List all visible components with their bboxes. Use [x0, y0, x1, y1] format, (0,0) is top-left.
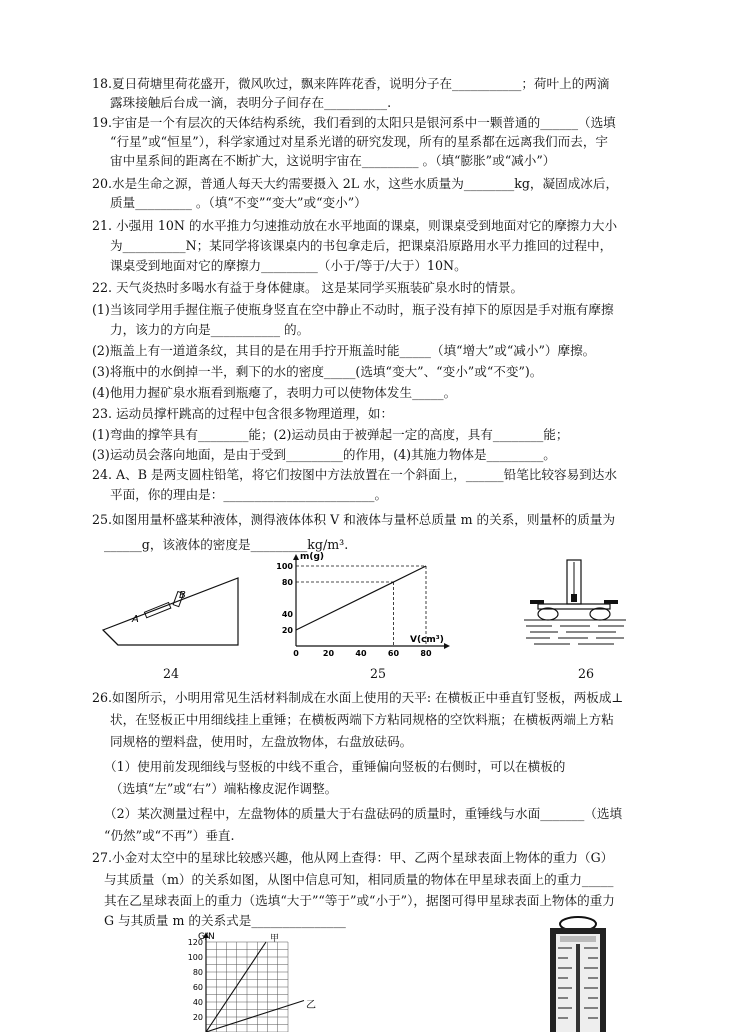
chart25-xtick-label: 60 — [387, 649, 400, 658]
q24-line-2: 平面，你的理由是：________________________。 — [110, 487, 388, 502]
chart27-series-yi — [206, 1001, 304, 1032]
q21-line-1: 21. 小强用 10N 的水平推力匀速推动放在水平地面的课桌，则课桌受到地面对它的摩擦力大小 — [92, 218, 618, 233]
chart25-ytick-label: 100 — [276, 562, 293, 571]
chart27-ytick-label: 120 — [187, 938, 203, 947]
q27-line-2: 与其质量（m）的关系如图，从图中信息可知，相同质量的物体在甲星球表面上的重力_____ — [104, 872, 614, 887]
q19-line-3: 宙中星系间的距离在不断扩大，这说明宇宙在_________ 。（填“膨胀”或“减小”） — [110, 153, 556, 168]
q20-line-2: 质量_________ 。（填“不变”“变大”或“变小”） — [110, 195, 367, 210]
chart25-ylabel: m(g) — [300, 552, 325, 562]
chart25-series-line — [296, 566, 426, 630]
caption-25: 25 — [370, 666, 387, 681]
q19-line-1: 19.宇宙是一个有层次的天体结构系统，我们看到的太阳只是银河系中一颗普通的______（选填 — [92, 115, 616, 130]
label-jia: 甲 — [270, 934, 280, 944]
q27-line-4: G 与其质量 m 的关系式是_______________ — [104, 913, 346, 928]
chart27-ytick-label: 80 — [192, 968, 203, 977]
chart25-xtick-label: 20 — [322, 649, 335, 658]
q22-line-3: 力，该力的方向是___________ 的。 — [110, 322, 310, 337]
q19-line-2: “行星”或“恒星”），科学家通过对星系光谱的研究发现，所有的星系都在远离我们而去，宇 — [110, 134, 609, 149]
figure-24-incline — [98, 560, 248, 660]
chart25-xtick-label: 0 — [293, 649, 299, 658]
chart27-ylabel: G/N — [198, 932, 215, 942]
q22-line-5: (3)将瓶中的水倒掉一半，剩下的水的密度_____(选填“变大”、“变小”或“不变”)。 — [92, 364, 543, 379]
q27-line-1: 27.小金对太空中的星球比较感兴趣，他从网上查得：甲、乙两个星球表面上物体的重力（G） — [92, 850, 614, 865]
chart25-ytick-label: 20 — [281, 626, 293, 635]
caption-26: 26 — [578, 666, 595, 681]
q25-line-1: 25.如图用量杯盛某种液体，测得液体体积 V 和液体与量杯总质量 m 的关系，则量杯的质量为 — [92, 512, 616, 527]
q24-line-1: 24. A、B 是两支圆柱铅笔，将它们按图中方法放置在一个斜面上，______铅笔比较容易到达水 — [92, 467, 617, 482]
q21-line-3: 课桌受到地面对它的摩擦力_________（小于/等于/大于）10N。 — [110, 258, 467, 273]
chart25-ytick-label: 80 — [281, 578, 293, 587]
q27-line-3: 其在乙星球表面上的重力（选填“大于”“等于”或“小于”），据图可得甲星球表面上物体的重力 — [104, 893, 615, 908]
figure-25-chart — [270, 548, 455, 660]
label-a: A — [132, 614, 139, 625]
figure-27-chart — [180, 928, 330, 1032]
q22-line-6: (4)他用力握矿泉水瓶看到瓶瘪了，表明力可以使物体发生_____。 — [92, 385, 457, 400]
caption-24: 24 — [163, 666, 180, 681]
chart27-ytick-label: 20 — [192, 1013, 203, 1022]
q18-line-1: 18.夏日荷塘里荷花盛开，微风吹过，飘来阵阵花香，说明分子在___________；荷叶上的两滴 — [92, 76, 610, 91]
q22-line-2: (1)当该同学用手握住瓶子使瓶身竖直在空中静止不动时，瓶子没有掉下的原因是手对瓶有摩擦 — [92, 302, 614, 317]
q26-line-6: （2）某次测量过程中，左盘物体的质量大于右盘砝码的质量时，重锤线与水面_______（选填 — [104, 806, 623, 821]
q23-line-2: (1)弯曲的撑竿具有________能；(2)运动员由于被弹起一定的高度，具有________能； — [92, 427, 569, 442]
chart25-x-arrow — [444, 643, 450, 649]
q20-line-1: 20.水是生命之源，普通人每天大约需要摄入 2L 水，这些水质量为________kg，凝固成冰后， — [92, 176, 619, 191]
q26-line-4: （1）使用前发现细线与竖板的中线不重合，重锤偏向竖板的右侧时，可以在横板的 — [104, 759, 566, 774]
q25-line-2: ______g，该液体的密度是_________kg/m³. — [104, 537, 349, 552]
figure-26-water-balance — [520, 558, 630, 660]
q26-line-7: “仍然”或“不再”）垂直. — [104, 828, 235, 843]
chart27-ytick-label: 100 — [187, 953, 203, 962]
q26-line-5: （选填“左”或“右”）端粘橡皮泥作调整。 — [110, 781, 338, 796]
chart25-xtick-label: 80 — [420, 649, 432, 658]
chart25-y-arrow — [293, 554, 299, 560]
chart25-ytick-label: 40 — [281, 610, 293, 619]
q21-line-2: 为__________N；某同学将该课桌内的书包拿走后，把课桌沿原路用水平力推回的过程中， — [110, 238, 613, 253]
q26-line-2: 状，在竖板正中用细线挂上重锤；在横板两端下方粘同规格的空饮料瓶；在横板两端上方粘 — [110, 712, 614, 727]
chart27-ytick-label: 60 — [192, 983, 203, 992]
label-yi: 乙 — [306, 1000, 316, 1011]
q26-line-1: 26.如图所示，小明用常见生活材料制成在水面上使用的天平: 在横板正中垂直钉竖板，两板成⊥ — [92, 690, 624, 705]
q26-line-3: 同规格的塑料盘，使用时，左盘放物体，右盘放砝码。 — [110, 734, 413, 749]
q23-line-3: (3)运动员会落向地面，是由于受到_________的作用，(4)其施力物体是_________。 — [92, 447, 556, 462]
chart25-xlabel: V(cm³) — [410, 635, 444, 645]
chart25-xtick-label: 40 — [355, 649, 367, 658]
q22-line-1: 22. 天气炎热时多喝水有益于身体健康。 这是某同学买瓶装矿泉水时的情景。 — [92, 280, 524, 295]
chart27-ytick-label: 40 — [192, 998, 203, 1007]
q18-line-2: 露珠接触后台成一滴，表明分子间存在__________. — [110, 95, 392, 110]
q23-line-1: 23. 运动员撑杆跳高的过程中包含很多物理道理，如： — [92, 406, 394, 421]
q22-line-4: (2)瓶盖上有一道道条纹，其目的是在用手拧开瓶盖时能_____（填“增大”或“减小”）摩擦。 — [92, 343, 596, 358]
label-b: B — [179, 590, 186, 601]
thermometer-figure — [536, 914, 620, 1032]
